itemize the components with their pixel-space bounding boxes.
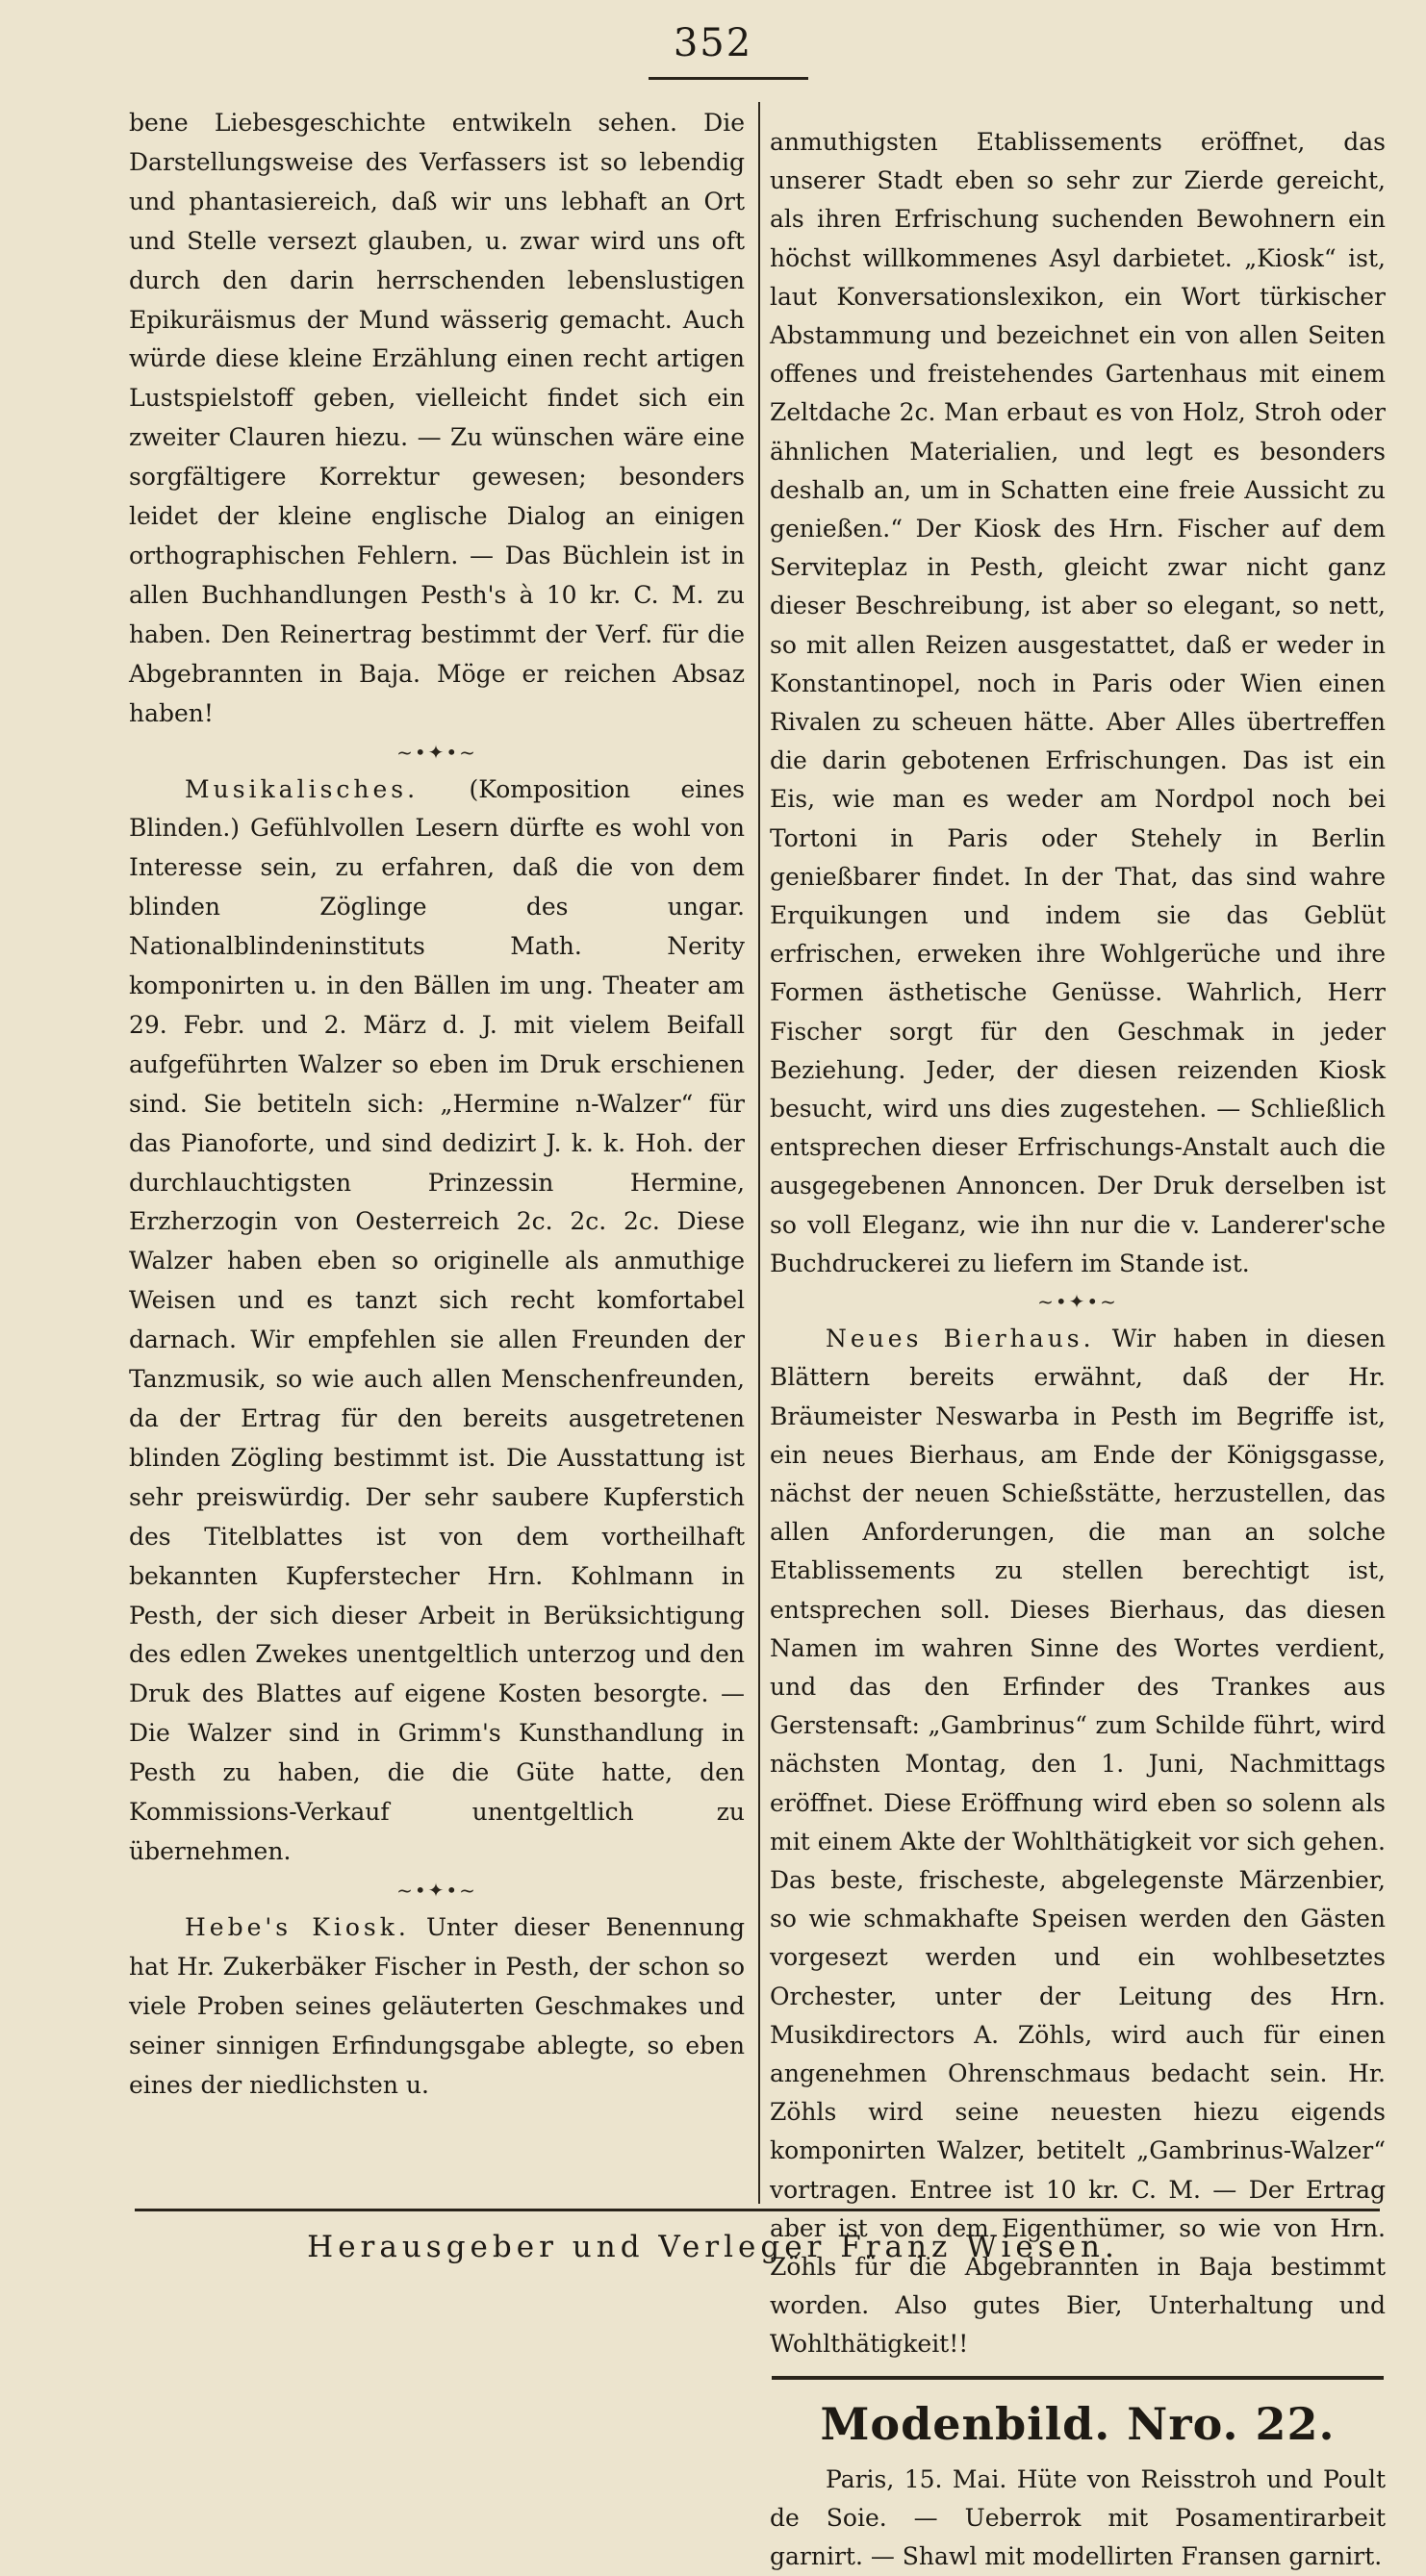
section-separator: ~•✦•~ — [396, 740, 477, 764]
beer-hall-article — [770, 1320, 1386, 2363]
kiosk-article-heading: Hebe's Kiosk. — [185, 1912, 410, 1941]
kiosk-article-body: Unter dieser Benennung hat Hr. Zukerbäker Fischer in Pesth, der schon so viele Proben seines geläuterten Geschmakes und seiner sinnigen Erfindungsgabe ablegte, so eben eines der niedlichsten u. — [129, 1912, 745, 2099]
header-rule — [649, 77, 808, 80]
music-article-heading: Musikalisches. — [185, 774, 420, 803]
fashion-plate-title: Modenbild. Nro. 22. — [820, 2397, 1336, 2450]
fashion-plate-description: Paris, 15. Mai. Hüte von Reisstroh und Poult de Soie. — Ueberrok mit Posamentirarbeit garnirt. — Shawl mit modellirten Fransen garnirt. — [770, 2464, 1386, 2570]
column-divider — [758, 102, 760, 2204]
kiosk-article — [129, 1908, 745, 2106]
section-rule — [772, 2376, 1384, 2380]
left-column — [129, 104, 745, 2105]
footer-rule — [135, 2209, 1380, 2211]
page-number: 352 — [673, 21, 753, 65]
beer-hall-article-heading: Neues Bierhaus. — [826, 1325, 1095, 1353]
music-article-body: (Komposition eines Blinden.) Gefühlvollen Lesern dürfte es wohl von Interesse sein, zu erfahren, daß die von dem blinden Zöglinge des ungar. Nationalblindeninstituts Math. Nerity komponirten u. in den Bällen im ung. Theater am 29. Febr. und 2. März d. J. mit vielem Beifall aufgeführten Walzer so eben im Druk erschienen sind. Sie betiteln sich: „Hermine n-Walzer“ für das Pianoforte, und sind dedizirt J. k. k. Hoh. der durchlauchtigsten Prinzessin Hermine, Erzherzogin von Oesterreich 2c. 2c. 2c. Diese Walzer haben eben so originelle als anmuthige Weisen und es tanzt sich recht komfortabel darnach. Wir empfehlen sie allen Freunden der Tanzmusik, so wie auch allen Menschenfreunden, da der Ertrag für den bereits ausgetretenen blinden Zögling bestimmt ist. Die Ausstattung ist sehr preiswürdig. Der sehr saubere Kupferstich des Titelblattes ist von dem vortheilhaft bekannten Kupferstecher Hrn. Kohlmann in Pesth, der sich dieser Arbeit in Berüksichtigung des edlen Zwekes unentgeltlich unterzog und den Druk des Blattes auf eigene Kosten besorgte. — Die Walzer sind in Grimm's Kunsthandlung in Pesth zu haben, die die Güte hatte, den Kommissions-Verkauf unentgeltlich zu übernehmen. — [129, 774, 745, 1865]
section-separator: ~•✦•~ — [1037, 1290, 1118, 1314]
beer-hall-article-body: Wir haben in diesen Blättern bereits erwähnt, daß der Hr. Bräumeister Neswarba in Pesth im Begriffe ist, ein neues Bierhaus, am Ende der Königsgasse, nächst der neuen Schießstätte, herzustellen, das allen Anforderungen, die man an solche Etablissements zu stellen berechtigt ist, entsprechen soll. Dieses Bierhaus, das diesen Namen im wahren Sinne des Wortes verdient, und das den Erfinder des Trankes aus Gerstensaft: „Gambrinus“ zum Schilde führt, wird nächsten Montag, den 1. Juni, Nachmittags eröffnet. Diese Eröffnung wird eben so solenn als mit einem Akte der Wohlthätigkeit vor sich gehen. Das beste, frischeste, abgelegenste Märzenbier, so wie schmakhafte Speisen werden den Gästen vorgesezt werden und ein wohlbesetztes Orchester, unter der Leitung des Hrn. Musikdirectors A. Zöhls, wird auch für einen angenehmen Ohrenschmaus bedacht sein. Hr. Zöhls wird seine neuesten hiezu eigends komponirten Walzer, betitelt „Gambrinus-Walzer“ vortragen. Entree ist 10 kr. C. M. — Der Ertrag aber ist von dem Eigenthümer, so wie von Hrn. Zöhls für die Abgebrannten in Baja bestimmt worden. Also gutes Bier, Unterhaltung und Wohlthätigkeit!! — [770, 1325, 1387, 2359]
publisher-line: Herausgeber und Verleger Franz Wiesen. — [307, 2230, 1119, 2264]
book-review-paragraph: bene Liebesgeschichte entwikeln sehen. Die Darstellungsweise des Verfassers ist so lebendig und phantasiereich, daß wir uns lebhaft an Ort und Stelle versezt glauben, u. zwar wird uns oft durch den darin herrschenden lebenslustigen Epikuräismus der Mund wässerig gemacht. Auch würde diese kleine Erzählung einen recht artigen Lustspielstoff geben, vielleicht findet sich ein zweiter Clauren hiezu. — Zu wünschen wäre eine sorgfältigere Korrektur gewesen; besonders leidet der kleine englische Dialog an einigen orthographischen Fehlern. — Das Büchlein ist in allen Buchhandlungen Pesth's à 10 kr. C. M. zu haben. Den Reinertrag bestimmt der Verf. für die Abgebrannten in Baja. Möge er reichen Absaz haben! — [129, 109, 745, 727]
section-separator: ~•✦•~ — [396, 1878, 477, 1902]
kiosk-article-continued: anmuthigsten Etablissements eröffnet, das unserer Stadt eben so sehr zur Zierde gereicht, als ihren Erfrischung suchenden Bewohnern ein höchst willkommenes Asyl darbietet. „Kiosk“ ist, laut Konversationslexikon, ein Wort türkischer Abstammung und bezeichnet ein von allen Seiten offenes und freistehendes Gartenhaus mit einem Zeltdache 2c. Man erbaut es von Holz, Stroh oder ähnlichen Materialien, und legt es besonders deshalb an, um in Schatten eine freie Aussicht zu genießen.“ Der Kiosk des Hrn. Fischer auf dem Serviteplaz in Pesth, gleicht zwar nicht ganz dieser Beschreibung, ist aber so elegant, so nett, so mit allen Reizen ausgestattet, daß er weder in Konstantinopel, noch in Paris oder Wien einen Rivalen zu scheuen hätte. Aber Alles übertreffen die darin gebotenen Erfrischungen. Das ist ein Eis, wie man es weder am Nordpol noch bei Tortoni in Paris oder Stehely in Berlin genießbarer findet. In der That, das sind wahre Erquikungen und indem sie das Geblüt erfrischen, erweken ihre Wohlgerüche und ihre Formen ästhetische Genüsse. Wahrlich, Herr Fischer sorgt für den Geschmak in jeder Beziehung. Jeder, der diesen reizenden Kiosk besucht, wird uns dies zugestehen. — Schließlich entsprechen dieser Erfrischungs-Anstalt auch die ausgegebenen Annoncen. Der Druk derselben ist so voll Eleganz, wie ihn nur die v. Landerer'sche Buchdruckerei zu liefern im Stande ist. — [770, 128, 1386, 1277]
music-article — [129, 770, 745, 1872]
